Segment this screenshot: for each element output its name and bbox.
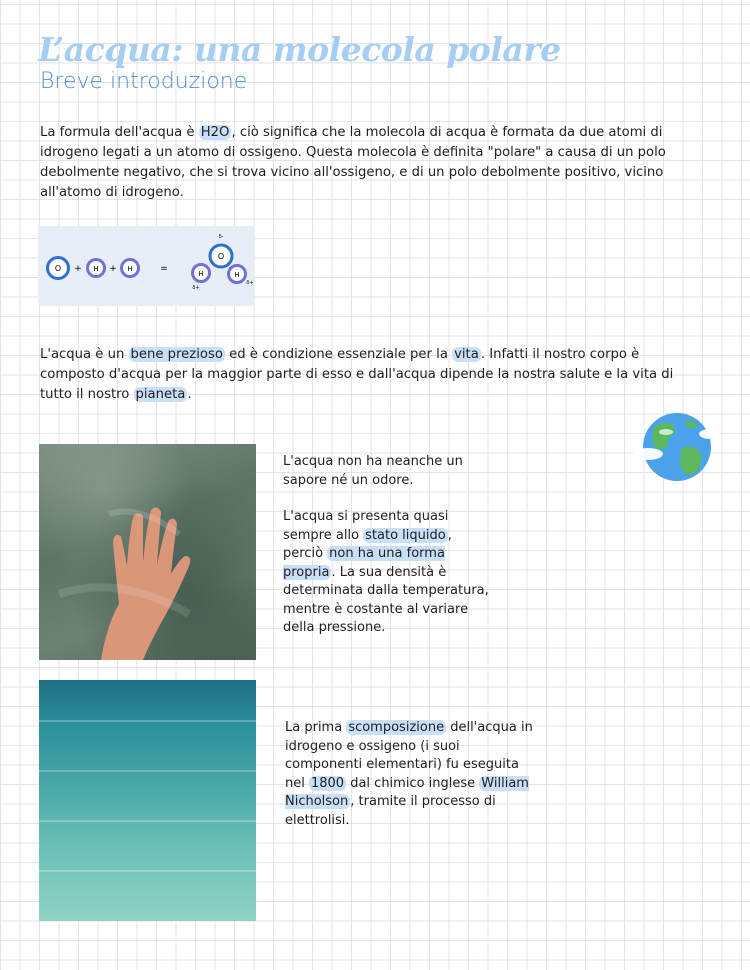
wave-line xyxy=(39,720,256,722)
liquid-text-1: L'acqua si presenta quasi sempre allo xyxy=(283,509,449,543)
molecule-diagram-svg xyxy=(38,226,254,306)
highlight-forma-propria: non ha una forma propria xyxy=(283,546,445,580)
water-h2-label: H xyxy=(234,271,240,279)
plus-sign-1: + xyxy=(74,264,82,274)
precious-text-2: ed è condizione essenziale per la xyxy=(224,347,453,362)
highlight-vita: vita xyxy=(454,347,479,362)
intro-text-1: La formula dell'acqua è xyxy=(40,125,199,140)
page-subtitle: Breve introduzione xyxy=(40,69,248,94)
decomposition-note xyxy=(285,719,535,830)
wave-line xyxy=(39,870,256,872)
hydrogen-atom-2 xyxy=(122,260,139,277)
intro-paragraph xyxy=(40,123,680,203)
highlight-stato-liquido: stato liquido xyxy=(365,527,446,543)
decomp-text-2: dell'acqua in idrogeno e ossigeno (i suoi componenti elementari) fu eseguita nel xyxy=(285,720,533,791)
atom-h2-label: H xyxy=(127,265,133,273)
decomp-text-4: , tramite il processo di elettrolisi. xyxy=(285,794,496,828)
liquid-text-2: , perciò xyxy=(283,527,452,561)
equals-sign: = xyxy=(160,264,168,274)
precious-text-1: L'acqua è un xyxy=(40,347,129,362)
delta-positive-2: δ+ xyxy=(246,280,254,286)
highlight-pianeta: pianeta xyxy=(135,387,186,402)
precious-text-4: . xyxy=(187,387,192,402)
atom-o-label: O xyxy=(54,264,62,273)
decomp-text-3: dal chimico inglese xyxy=(346,775,480,791)
hand-illustration xyxy=(39,444,256,660)
delta-positive-1: δ+ xyxy=(192,285,200,291)
page-title: L’acqua: una molecola polare xyxy=(38,30,561,69)
formula-highlight: H2O xyxy=(200,125,230,140)
water-h1-label: H xyxy=(198,270,204,278)
intro-text-2: , ciò significa che la molecola di acqua è formata da due atomi di idrogeno legati a un atomo di ossigeno. Questa molecola è definita "polare" a causa di un polo debolmente negativo, che si trova vicino all'ossigeno, e di un polo debolmente positivo, vicino all'atomo di idrogeno. xyxy=(40,125,666,200)
hand-in-water-photo xyxy=(39,444,256,660)
water-molecule xyxy=(193,245,246,283)
oxygen-atom xyxy=(48,258,69,279)
precious-text-3: . Infatti il nostro corpo è composto d'acqua per la maggior parte di esso e dall'acqua dipende la nostra salute e la vita di tutto il nostro xyxy=(40,347,674,402)
liquid-state-note xyxy=(283,508,493,638)
plus-sign-2: + xyxy=(109,264,117,274)
taste-note: L'acqua non ha neanche un sapore né un odore. xyxy=(283,454,463,488)
highlight-1800: 1800 xyxy=(310,775,345,791)
liquid-text-3: . La sua densità è determinata dalla temperatura, mentre è costante al variare della pressione. xyxy=(283,564,489,635)
earth-globe-icon xyxy=(632,408,722,486)
wave-line xyxy=(39,770,256,772)
decomp-text-1: La prima xyxy=(285,720,347,735)
sea-water-photo xyxy=(39,680,256,921)
hydrogen-atom-1 xyxy=(88,260,105,277)
water-o-label: O xyxy=(217,252,225,261)
atom-h1-label: H xyxy=(93,265,99,273)
delta-negative: δ- xyxy=(218,234,224,240)
highlight-bene-prezioso: bene prezioso xyxy=(130,347,223,362)
highlight-william-nicholson: William Nicholson xyxy=(285,775,529,809)
molecule-diagram xyxy=(38,226,254,306)
precious-paragraph xyxy=(40,345,680,405)
wave-line xyxy=(39,820,256,822)
highlight-scomposizione: scomposizione xyxy=(348,720,445,735)
